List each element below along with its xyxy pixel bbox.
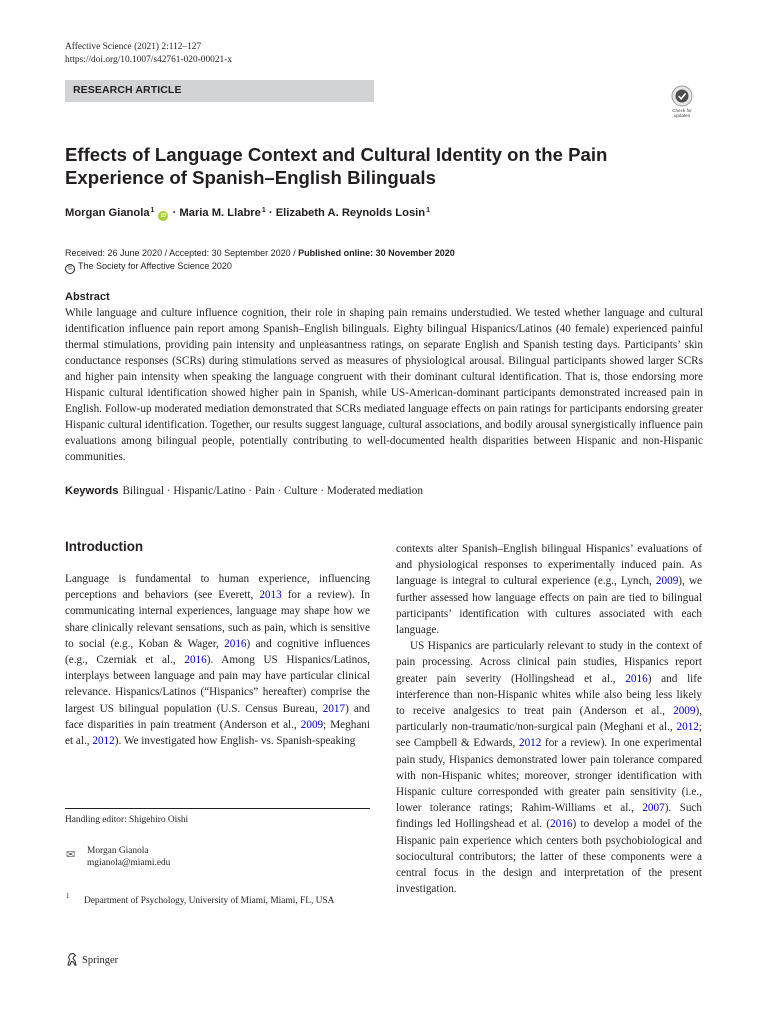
introduction-heading: Introduction bbox=[65, 539, 144, 554]
citation-link[interactable]: 2012 bbox=[518, 737, 542, 750]
corresponding-author-email[interactable]: mgianola@miami.edu bbox=[87, 858, 171, 868]
intro-paragraph: Language is fundamental to human experience, influencing perceptions and behaviors (see Everett, 2013 for a review). In communicating internal experiences, language may shape how we share clinically relevant sensations, such as pain, which is sensitive to social (e.g., Koban & Wager, 2016) and cognitive influences (e.g., Czerniak et al., 2016). Among US Hispanics/Latinos, interplays between language and pain may have particular clinical relevance. Hispanics/Latinos (“Hispanics” hereafter) comprise the largest US bilingual population (U.S. Census Bureau, 2017) and face disparities in pain treatment (Anderson et al., 2009; Meghani et al., 2012). We investigated how English- vs. Spanish-speaking bbox=[65, 573, 371, 748]
check-for-updates-badge[interactable] bbox=[666, 84, 698, 122]
check-badge-line2: updates bbox=[673, 113, 691, 118]
keywords-label: Keywords bbox=[65, 485, 119, 497]
left-column bbox=[65, 571, 370, 749]
email-icon: ✉ bbox=[66, 849, 76, 861]
copyright-icon: © bbox=[65, 264, 75, 274]
article-title: Effects of Language Context and Cultural Identity on the Pain Experience of Spanish–English Bilinguals bbox=[65, 144, 608, 188]
right-column bbox=[396, 541, 702, 897]
author-separator: · bbox=[268, 207, 273, 219]
citation-link[interactable]: 2016 bbox=[224, 637, 247, 650]
corresponding-author-name: Morgan Gianola bbox=[87, 846, 149, 856]
author-name[interactable]: Elizabeth A. Reynolds Losin bbox=[275, 207, 426, 219]
publisher-logo bbox=[65, 952, 118, 966]
article-dates bbox=[65, 248, 455, 258]
copyright-line bbox=[65, 261, 232, 274]
citation-link[interactable]: 2009 bbox=[655, 575, 679, 588]
citation-link[interactable]: 2012 bbox=[92, 735, 115, 748]
citation-link[interactable]: 2013 bbox=[259, 589, 282, 602]
author-separator: · bbox=[172, 207, 177, 219]
intro-paragraph-continued: contexts alter Spanish–English bilingual Hispanics’ evaluations of and physiological responses to experimentally induced pain. As language is integral to cultural experience (e.g., Lynch, 2009), we further assessed how language effects on pain are tied to bilingual participants’ identification with cultures associated with each language. bbox=[396, 543, 702, 637]
handling-editor-note: Handling editor: Shigehiro Oishi bbox=[65, 815, 189, 825]
citation-link[interactable]: 2016 bbox=[550, 818, 573, 831]
citation-link[interactable]: 2009 bbox=[673, 705, 696, 718]
citation-link[interactable]: 2009 bbox=[300, 718, 324, 731]
author-affiliation-mark: 1 bbox=[150, 207, 155, 214]
orcid-icon[interactable]: iD bbox=[158, 211, 168, 221]
citation-link[interactable]: 2007 bbox=[642, 802, 665, 815]
author-affiliation-mark: 1 bbox=[261, 207, 266, 214]
abstract-heading: Abstract bbox=[65, 291, 110, 303]
footnote-divider bbox=[65, 808, 370, 809]
affiliation-text: Department of Psychology, University of Miami, Miami, FL, USA bbox=[84, 896, 335, 906]
journal-citation: Affective Science (2021) 2:112–127 bbox=[65, 42, 202, 52]
keywords bbox=[65, 485, 423, 497]
author-name[interactable]: Morgan Gianola bbox=[65, 207, 150, 219]
published-date: Published online: 30 November 2020 bbox=[298, 248, 455, 258]
citation-link[interactable]: 2016 bbox=[625, 672, 648, 685]
author-list bbox=[65, 207, 430, 221]
intro-paragraph: US Hispanics are particularly relevant to study in the context of pain processing. Across clinical pain studies, Hispanics report greater pain severity (Hollingshead et al., 2016) and life interference than non-Hispanic whites while also being less likely to receive analgesics to treat pain (Anderson et al., 2009), particularly non-traumatic/non-surgical pain (Meghani et al., 2012; see Campbell & Edwards, 2012 for a review). In one experimental pain study, Hispanics demonstrated lower pain tolerance compared with non-Hispanic whites; moreover, stronger identification with Hispanic culture corresponded with greater pain sensitivity (i.e., lower tolerance ratings; Rahim-Williams et al., 2007). Such findings led Hollingshead et al. (2016) to develop a model of the Hispanic pain experience which centers both psychobiological and sociocultural contributors; the latter of these components were a central focus in the design and interpretation of the present investigation. bbox=[396, 640, 702, 896]
doi-link[interactable]: https://doi.org/10.1007/s42761-020-00021-x bbox=[65, 55, 233, 65]
copyright-holder: The Society for Affective Science 2020 bbox=[78, 261, 232, 271]
article-type-label: RESEARCH ARTICLE bbox=[73, 84, 182, 96]
citation-link[interactable]: 2016 bbox=[184, 654, 207, 667]
springer-horse-logo-icon bbox=[65, 952, 79, 966]
affiliation-number: 1 bbox=[66, 892, 70, 900]
author-name[interactable]: Maria M. Llabre bbox=[179, 207, 261, 219]
author-affiliation-mark: 1 bbox=[426, 207, 431, 214]
publisher-name: Springer bbox=[82, 955, 119, 966]
citation-link[interactable]: 2017 bbox=[322, 702, 346, 715]
article-type-banner bbox=[65, 80, 374, 102]
crossmark-check-for-updates-icon bbox=[666, 84, 698, 108]
check-badge-line1: Check for bbox=[672, 108, 692, 113]
citation-link[interactable]: 2012 bbox=[676, 721, 699, 734]
keywords-list: Bilingual · Hispanic/Latino · Pain · Culture · Moderated mediation bbox=[122, 485, 423, 497]
received-accepted-dates: Received: 26 June 2020 / Accepted: 30 September 2020 / bbox=[65, 248, 299, 258]
abstract-body: While language and culture influence cognition, their role in shaping pain remains understudied. We tested whether language and cultural identification influence pain report among Spanish–English bilinguals. Eighty bilingual Hispanics/Latinos (40 female) experienced painful thermal stimulations, providing pain intensity and unpleasantness ratings, on separate English and Spanish testing days. Participants’ skin conductance responses (SCRs) during stimulations served as measures of physiological arousal. Bilingual participants showed larger SCRs and higher pain intensity when speaking the language congruent with their dominant cultural identification. That is, those endorsing more Hispanic cultural identification showed higher pain in Spanish, while US-American-dominant participants demonstrated increased pain in English. Follow-up moderated mediation demonstrated that SCRs mediated language effects on pain ratings for participants endorsing greater Hispanic cultural identification. Together, our results suggest language, cultural associations, and bodily arousal synergistically influence pain evaluations among bilingual people, potentially contributing to well-documented health disparities between Hispanic and non-Hispanic communities. bbox=[65, 307, 703, 463]
